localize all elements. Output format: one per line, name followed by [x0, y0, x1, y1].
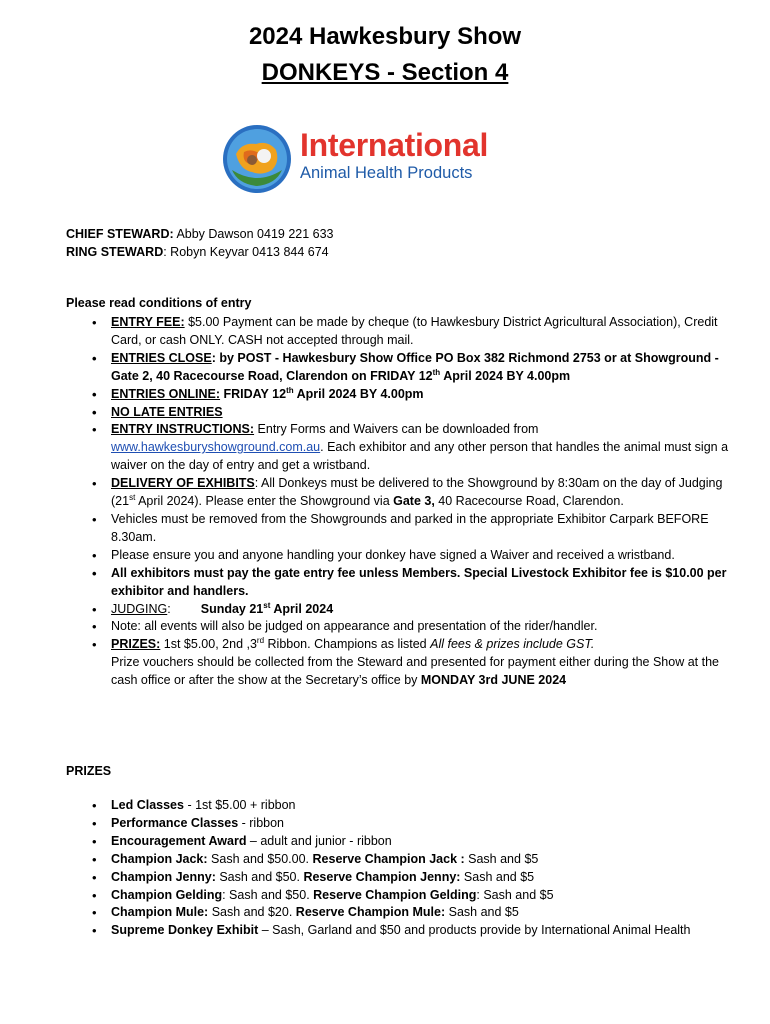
prize-text: - 1st $5.00 + ribbon [183, 798, 296, 812]
entries-close-label: ENTRIES CLOSE [111, 350, 212, 365]
list-item [92, 404, 732, 422]
prize-reserve-text: Sash and $5 [445, 905, 519, 920]
conditions-list [92, 314, 732, 690]
judging-label: JUDGING [111, 601, 168, 616]
list-item [92, 654, 732, 690]
delivery-gate: Gate 3, [393, 494, 435, 509]
chief-steward-line [66, 225, 334, 243]
prizes-label: PRIZES: [111, 637, 161, 652]
list-item [92, 565, 732, 601]
list-item [92, 815, 732, 833]
entries-online-sup: th [286, 385, 294, 395]
prize-text: - ribbon [238, 815, 285, 830]
prize-reserve-text: Sash and $5 [460, 869, 535, 884]
list-item [92, 904, 732, 922]
ring-steward-value: : Robyn Keyvar 0413 844 674 [163, 245, 329, 259]
prize-label: Champion Jack: [111, 851, 208, 866]
list-item [92, 475, 732, 511]
list-item [92, 601, 732, 619]
globe-logo-icon [222, 124, 292, 194]
page-title: 2024 Hawkesbury Show [248, 23, 522, 50]
ring-steward-label: RING STEWARD [66, 245, 164, 259]
showground-link[interactable]: www.hawkesburyshowground.com.au [111, 440, 321, 455]
instructions-label: ENTRY INSTRUCTIONS: [111, 422, 255, 437]
judging-sup: st [263, 600, 271, 610]
delivery-sup: st [129, 492, 136, 502]
list-item [92, 833, 732, 851]
list-item [92, 421, 732, 475]
prize-text: Sash and $50. [215, 869, 304, 884]
prizes-gst-note: All fees & prizes include GST. [430, 637, 595, 652]
prizes-text: 1st $5.00, 2nd ,3 [160, 637, 257, 652]
list-item [92, 887, 732, 905]
list-item [92, 869, 732, 887]
ring-steward-line [66, 243, 334, 261]
note-text: Note: all events will also be judged on appearance and presentation of the rider/handler. [111, 619, 598, 634]
prize-label: Supreme Donkey Exhibit [111, 923, 259, 938]
prize-reserve-label: Reserve Champion Jack : [312, 851, 465, 866]
prize-text: – Sash, Garland and $50 and products provide by International Animal Health [258, 923, 691, 938]
list-item [92, 350, 732, 386]
logo-word-international: International [300, 127, 489, 163]
instructions-text-end: . Each exhibitor and any other person that handles the animal must sign a waiver on the day of entry and get a wristband. [111, 440, 729, 473]
prizes-text-mid: Ribbon. Champions as listed [264, 637, 431, 652]
entries-close-sup: th [432, 367, 441, 377]
vehicles-text: Vehicles must be removed from the Showgrounds and parked in the appropriate Exhibitor Carpark BEFORE 8.30am. [111, 511, 709, 544]
entries-close-text-end: April 2024 BY 4.00pm [440, 368, 571, 383]
vouchers-text: Prize vouchers should be collected from the Steward and presented for payment either during the Show at the cash office or after the show at the Secretary’s office by [111, 655, 719, 688]
judging-date [201, 602, 333, 616]
entry-fee-label: ENTRY FEE: [111, 315, 185, 329]
page-subtitle: DONKEYS - Section 4 [261, 59, 509, 86]
entries-online-label: ENTRIES ONLINE: [111, 386, 221, 401]
list-item [92, 547, 732, 565]
delivery-text: : All Donkeys must be delivered to the Showground by 8:30am on the day of Judging (21 [111, 476, 723, 509]
list-item [92, 797, 732, 815]
stewards-block [66, 225, 334, 261]
list-item [92, 511, 732, 547]
sponsor-logo [222, 124, 522, 194]
delivery-label: DELIVERY OF EXHIBITS [111, 476, 255, 491]
entry-fee-text: $5.00 Payment can be made by cheque (to Hawkesbury District Agricultural Association), Credit Card, or cash ONLY. CASH not accepted through mail. [111, 315, 718, 347]
conditions-heading: Please read conditions of entry [66, 296, 252, 310]
prize-reserve-label: Reserve Champion Jenny: [303, 869, 461, 884]
judging-text: Sunday 21 [200, 601, 264, 616]
instructions-text: Entry Forms and Waivers can be downloaded from [254, 422, 539, 437]
no-late-entries: NO LATE ENTRIES [111, 404, 223, 419]
list-item [92, 314, 732, 350]
entries-close-text: : by POST - Hawkesbury Show Office PO Box 382 Richmond 2753 or at Showground - Gate 2, 40 Racecourse Road, Clarendon on FRIDAY 12 [111, 350, 719, 383]
prize-text: – adult and junior - ribbon [246, 833, 392, 848]
prize-label: Champion Gelding [111, 887, 223, 902]
prize-reserve-label: Reserve Champion Mule: [295, 905, 446, 920]
prize-label: Champion Jenny: [111, 869, 216, 884]
entries-online-text-end: April 2024 BY 4.00pm [293, 386, 424, 401]
prize-reserve-label: Reserve Champion Gelding [313, 887, 477, 902]
prize-label: Encouragement Award [111, 833, 247, 848]
judging-text-end: April 2024 [270, 601, 334, 616]
prizes-sup: rd [256, 636, 265, 646]
list-item [92, 636, 732, 654]
list-item [92, 851, 732, 869]
prize-text: Sash and $50.00. [207, 851, 313, 866]
prize-text: Sash and $20. [208, 905, 296, 920]
logo-word-animal-health: Animal Health Products [300, 164, 473, 182]
entries-online-text: FRIDAY 12 [220, 386, 287, 401]
prizes-heading: PRIZES [66, 764, 112, 778]
prize-label: Performance Classes [111, 815, 239, 830]
delivery-text-end: 40 Racecourse Road, Clarendon. [434, 494, 624, 509]
prize-label: Champion Mule: [111, 905, 209, 920]
chief-steward-label: CHIEF STEWARD: [66, 227, 174, 241]
prize-text: : Sash and $50. [222, 887, 314, 902]
vouchers-date: MONDAY 3rd JUNE 2024 [420, 673, 567, 688]
gate-fee-text: All exhibitors must pay the gate entry fee unless Members. Special Livestock Exhibitor fee is $10.00 per exhibitor and handlers. [111, 565, 727, 598]
list-item [92, 922, 732, 940]
delivery-text-mid: April 2024). Please enter the Showground via [135, 494, 394, 509]
prize-reserve-text: Sash and $5 [464, 851, 539, 866]
prize-reserve-text: : Sash and $5 [476, 887, 554, 902]
list-item [92, 386, 732, 404]
chief-steward-value: Abby Dawson 0419 221 633 [176, 227, 334, 241]
prize-label: Led Classes [111, 798, 184, 812]
judging-colon: : [167, 601, 171, 616]
prizes-list [92, 797, 732, 940]
waiver-text: Please ensure you and anyone handling your donkey have signed a Waiver and received a wristband. [111, 547, 675, 562]
list-item [92, 618, 732, 636]
